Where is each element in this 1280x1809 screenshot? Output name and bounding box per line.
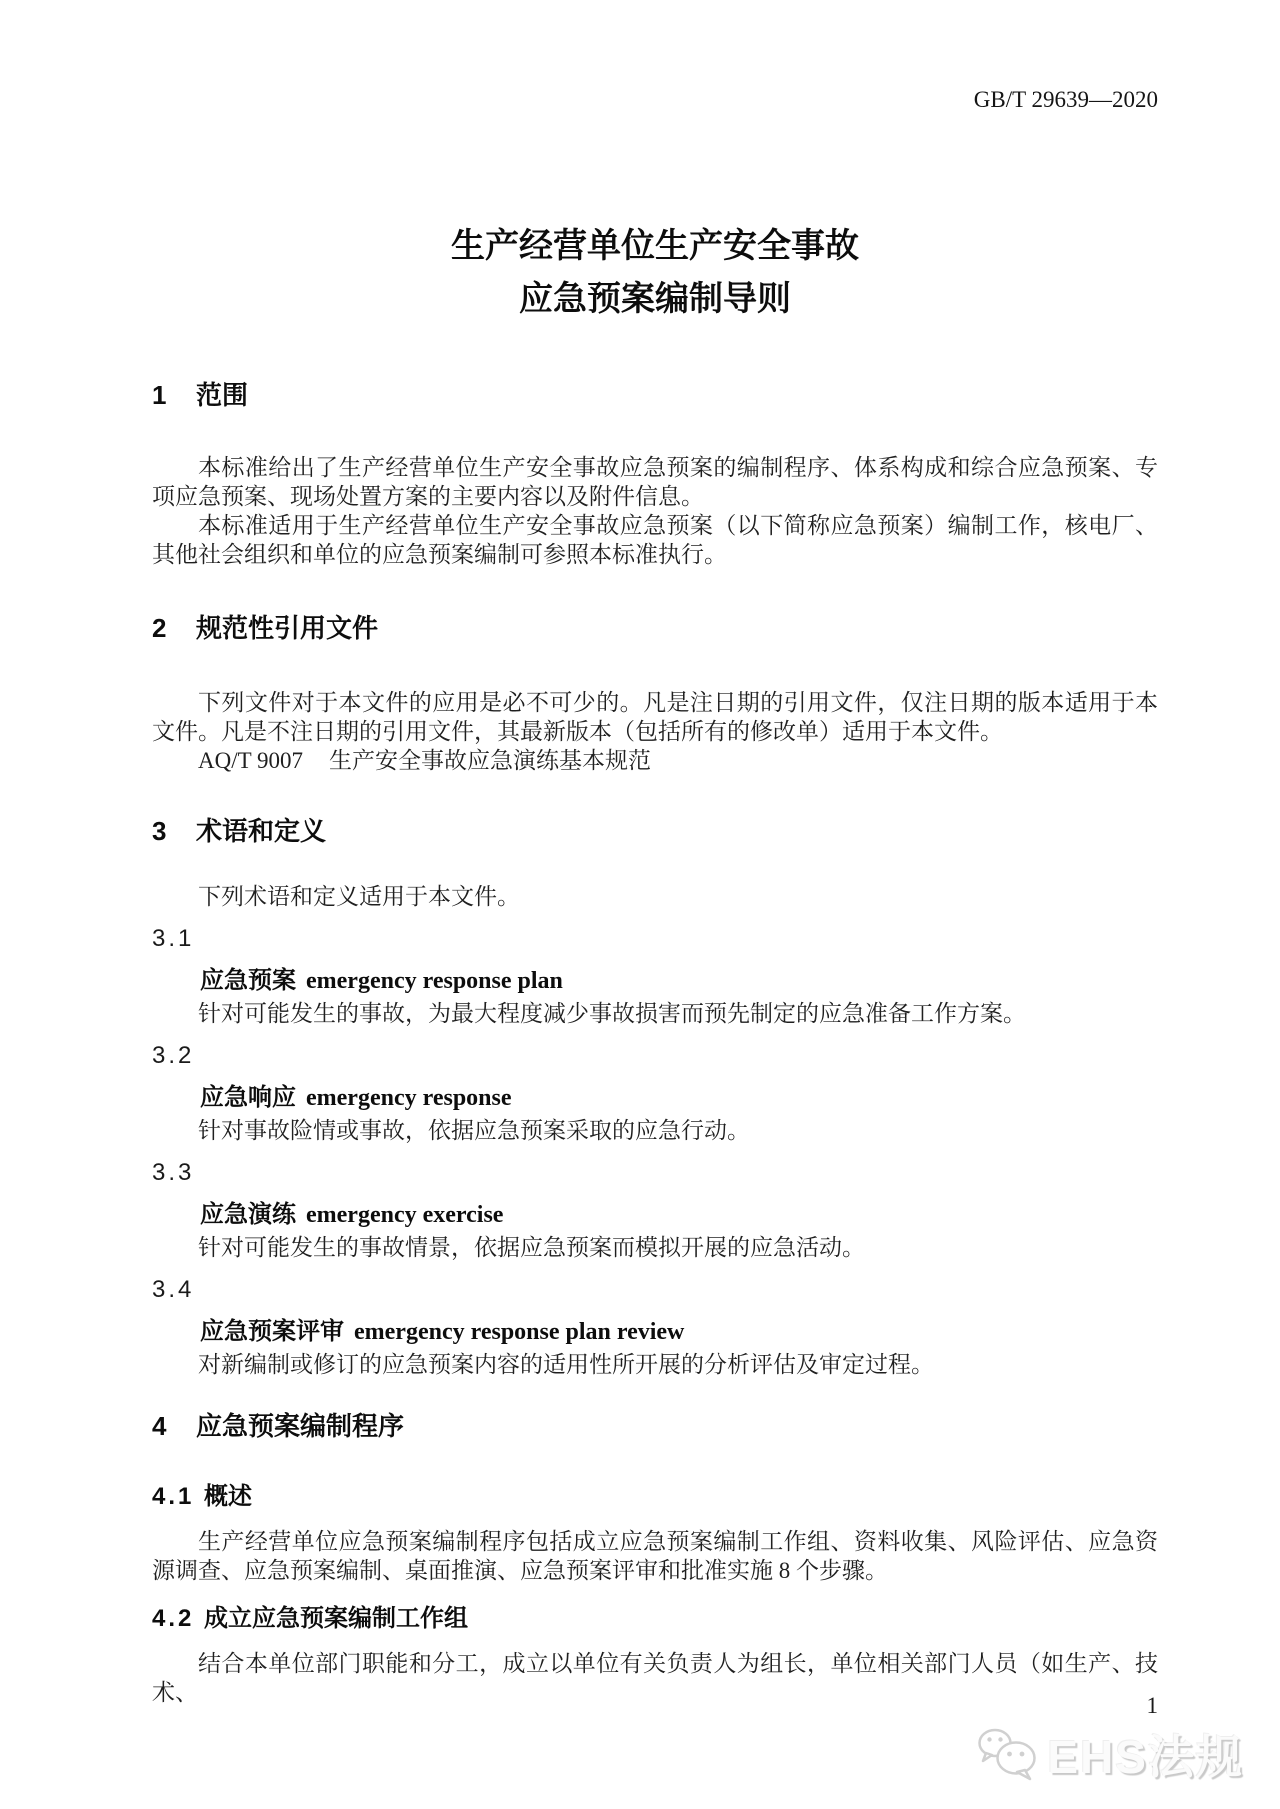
reference-title: 生产安全事故应急演练基本规范 [329,748,651,773]
term-3-3-chinese: 应急演练 [200,1201,296,1228]
section-3-intro: 下列术语和定义适用于本文件。 [198,884,520,909]
section-2-title: 规范性引用文件 [196,613,379,643]
watermark [975,1726,1244,1787]
watermark-text: EHS法规 [1047,1730,1244,1783]
term-3-2-definition: 针对事故险情或事故，依据应急预案采取的应急行动。 [198,1118,750,1143]
term-3-3-definition: 针对可能发生的事故情景，依据应急预案而模拟开展的应急活动。 [198,1235,865,1260]
document-title-line2: 应急预案编制导则 [519,280,791,318]
section-1-heading [152,378,1158,412]
section-1-body [152,453,1158,569]
wechat-icon [975,1726,1041,1787]
standard-code: GB/T 29639—2020 [973,87,1158,112]
section-4-2-heading [152,1604,1158,1634]
term-3-1-chinese: 应急预案 [200,967,296,994]
section-2-body [152,688,1158,775]
section-4-title: 应急预案编制程序 [196,1411,405,1441]
term-3-3-title [152,1200,1158,1230]
section-4-2-number: 4.2 [152,1605,195,1632]
section-4-2-body [152,1649,1158,1707]
term-3-2-english: emergency response [306,1085,512,1111]
page-number: 1 [1146,1693,1158,1718]
term-3-1-definition: 针对可能发生的事故，为最大程度减少事故损害而预先制定的应急准备工作方案。 [198,1001,1026,1026]
term-3-1-english: emergency response plan [306,968,563,994]
section-2-number: 2 [152,613,167,643]
term-block-3-1 [152,924,1158,1028]
term-block-3-4 [152,1275,1158,1379]
term-3-4-title [152,1317,1158,1347]
section-4-1-title: 概述 [204,1483,252,1510]
term-3-3-english: emergency exercise [306,1202,504,1228]
document-title [152,220,1158,326]
term-3-4-english: emergency response plan review [354,1319,685,1345]
section-3-title: 术语和定义 [196,816,327,846]
section-2-heading [152,611,1158,645]
section-4-1-paragraph: 生产经营单位应急预案编制程序包括成立应急预案编制工作组、资料收集、风险评估、应急资源调查、应急预案编制、桌面推演、应急预案评审和批准实施 8 个步骤。 [152,1529,1158,1583]
section-4-2-title: 成立应急预案编制工作组 [204,1605,468,1632]
document-title-line1: 生产经营单位生产安全事故 [451,227,859,265]
document-content [152,0,1158,1707]
normative-reference [152,746,1158,775]
term-3-4-definition: 对新编制或修订的应急预案内容的适用性所开展的分析评估及审定过程。 [198,1352,934,1377]
term-block-3-3 [152,1158,1158,1262]
section-4-1-heading [152,1482,1158,1512]
section-4-heading [152,1409,1158,1443]
term-3-2-title [152,1083,1158,1113]
term-3-4-chinese: 应急预案评审 [200,1318,344,1345]
section-3-number: 3 [152,816,167,846]
term-3-1-number: 3.1 [152,925,195,952]
section-1-paragraph-1: 本标准给出了生产经营单位生产安全事故应急预案的编制程序、体系构成和综合应急预案、专项应急预案、现场处置方案的主要内容以及附件信息。 [152,455,1158,509]
section-4-2-paragraph: 结合本单位部门职能和分工，成立以单位有关负责人为组长，单位相关部门人员（如生产、技术、 [152,1651,1158,1705]
section-3-heading [152,814,1158,848]
section-4-1-number: 4.1 [152,1483,195,1510]
term-3-4-number: 3.4 [152,1276,195,1303]
term-3-3-number: 3.3 [152,1159,195,1186]
term-3-2-chinese: 应急响应 [200,1084,296,1111]
reference-code: AQ/T 9007 [198,748,303,773]
section-1-title: 范围 [196,380,249,410]
section-1-paragraph-2: 本标准适用于生产经营单位生产安全事故应急预案（以下简称应急预案）编制工作，核电厂、其他社会组织和单位的应急预案编制可参照本标准执行。 [152,513,1158,567]
term-block-3-2 [152,1041,1158,1145]
section-1-number: 1 [152,380,167,410]
term-3-2-number: 3.2 [152,1042,195,1069]
section-4-number: 4 [152,1411,167,1441]
section-4-1-body [152,1527,1158,1585]
section-2-paragraph-1: 下列文件对于本文件的应用是必不可少的。凡是注日期的引用文件，仅注日期的版本适用于本文件。凡是不注日期的引用文件，其最新版本（包括所有的修改单）适用于本文件。 [152,690,1158,744]
term-3-1-title [152,966,1158,996]
